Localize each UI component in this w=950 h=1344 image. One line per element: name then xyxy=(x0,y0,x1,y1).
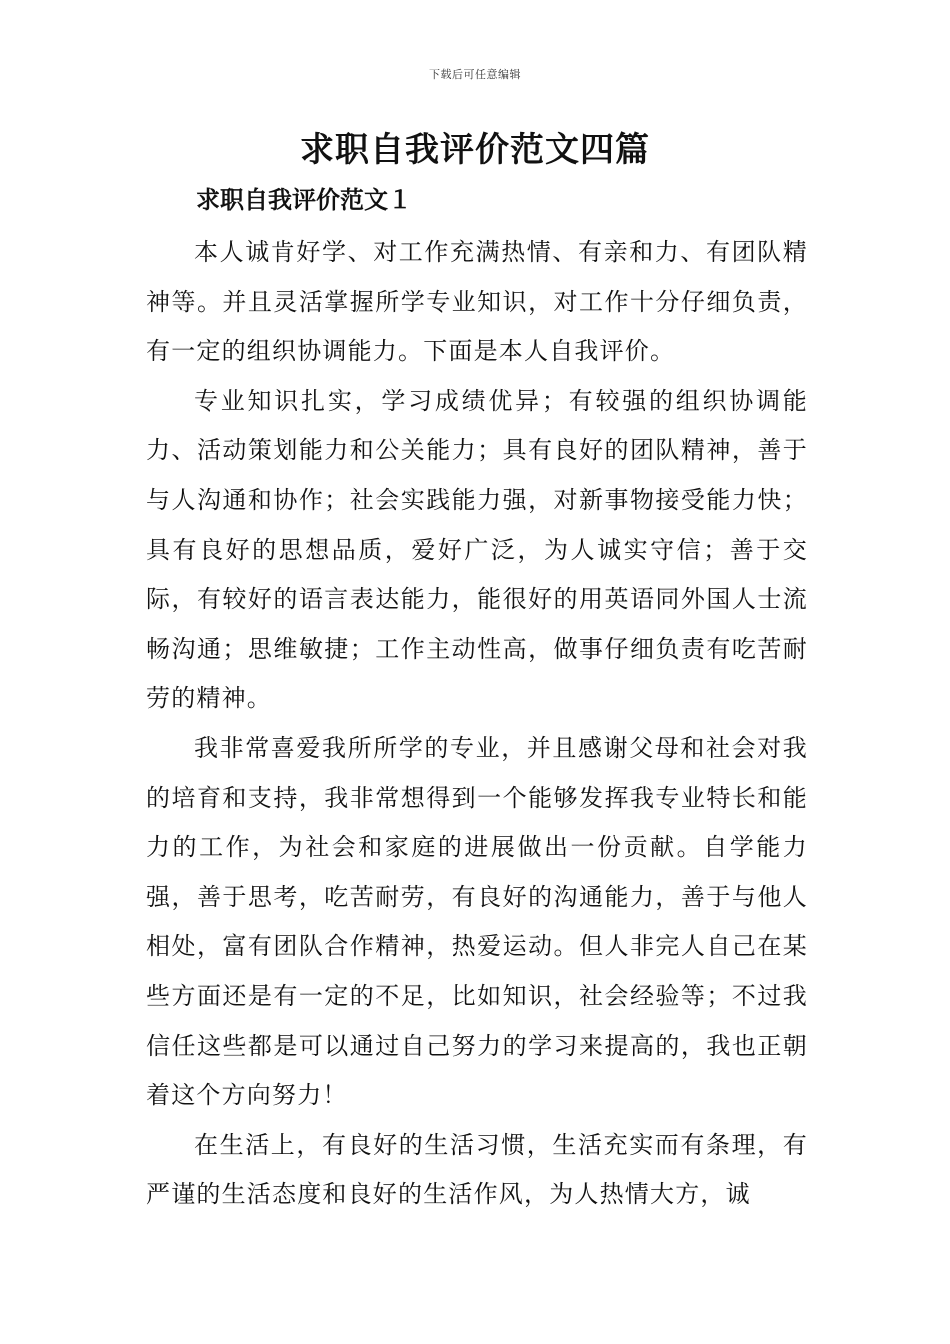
document-body xyxy=(146,228,808,1220)
paragraph-2: 专业知识扎实，学习成绩优异；有较强的组织协调能力、活动策划能力和公关能力；具有良好的团队精神，善于与人沟通和协作；社会实践能力强，对新事物接受能力快；具有良好的思想品质，爱好广泛，为人诚实守信；善于交际，有较好的语言表达能力，能很好的用英语同外国人士流畅沟通；思维敏捷；工作主动性高，做事仔细负责有吃苦耐劳的精神。 xyxy=(146,386,808,713)
section-heading: 求职自我评价范文１ xyxy=(196,185,412,214)
paragraph-1: 本人诚肯好学、对工作充满热情、有亲和力、有团队精神等。并且灵活掌握所学专业知识，对工作十分仔细负责，有一定的组织协调能力。下面是本人自我评价。 xyxy=(146,238,808,366)
header-note: 下载后可任意编辑 xyxy=(429,68,521,81)
paragraph-3: 我非常喜爱我所所学的专业，并且感谢父母和社会对我的培育和支持，我非常想得到一个能够发挥我专业特长和能力的工作，为社会和家庭的进展做出一份贡献。自学能力强，善于思考，吃苦耐劳，有良好的沟通能力，善于与他人相处，富有团队合作精神，热爱运动。但人非完人自己在某些方面还是有一定的不足，比如知识，社会经验等；不过我信任这些都是可以通过自己努力的学习来提高的，我也正朝着这个方向努力！ xyxy=(146,733,808,1110)
paragraph-4: 在生活上，有良好的生活习惯，生活充实而有条理，有严谨的生活态度和良好的生活作风，为人热情大方，诚 xyxy=(146,1130,808,1209)
page-title: 求职自我评价范文四篇 xyxy=(300,130,650,170)
